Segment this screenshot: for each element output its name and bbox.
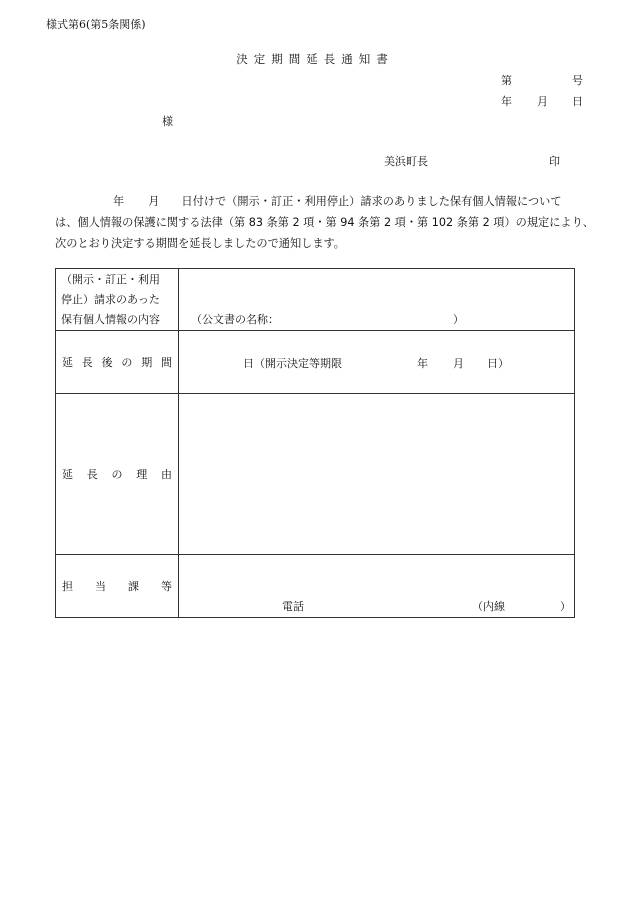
body-text xyxy=(55,191,594,254)
label-char: 等 xyxy=(161,580,172,593)
date-year: 年 xyxy=(501,95,512,108)
period-month: 月 xyxy=(453,357,464,370)
label-char: 後 xyxy=(101,356,113,369)
table-row-department xyxy=(56,555,575,618)
date-month: 月 xyxy=(537,95,548,108)
extension-form-table xyxy=(55,268,575,618)
label-char: 間 xyxy=(160,356,172,369)
body-line-3: 次のとおり決定する期間を延長しましたので通知します。 xyxy=(55,237,345,250)
table-row-content xyxy=(56,269,575,331)
addressee-honorific: 様 xyxy=(162,115,173,128)
value-reason[interactable] xyxy=(179,394,575,555)
period-day-end: 日） xyxy=(487,357,509,370)
value-requested-info[interactable] xyxy=(179,269,575,331)
label-char: 担 xyxy=(62,580,73,593)
label-department xyxy=(56,555,179,618)
body-line-2: は、個人情報の保護に関する法律（第 83 条第 2 項・第 94 条第 2 項・第 102 条第 2 項）の規定により、 xyxy=(55,216,594,229)
label-line-2: 停止）請求のあった xyxy=(61,292,160,306)
value-extended-period[interactable] xyxy=(179,331,575,394)
value-department[interactable] xyxy=(179,555,575,618)
issuer-name: 美浜町長 xyxy=(384,155,428,168)
label-char: 当 xyxy=(95,580,106,593)
label-char: 課 xyxy=(128,580,139,593)
table-row-period xyxy=(56,331,575,394)
label-char: 長 xyxy=(86,468,98,481)
number-suffix: 号 xyxy=(572,74,583,87)
document-name-suffix: ） xyxy=(453,313,464,326)
date-day: 日 xyxy=(572,95,583,108)
period-day-text: 日（開示決定等期限 xyxy=(243,357,342,370)
label-char: の xyxy=(111,468,123,481)
extension-label: （内線 xyxy=(472,600,505,613)
extension-end: ） xyxy=(560,600,571,613)
number-prefix: 第 xyxy=(501,74,512,87)
label-requested-info xyxy=(56,269,179,331)
label-char: の xyxy=(121,356,133,369)
seal-mark: 印 xyxy=(549,155,560,168)
label-char: 期 xyxy=(141,356,153,369)
label-reason xyxy=(56,394,179,555)
table-row-reason xyxy=(56,394,575,555)
body-line-1 xyxy=(55,191,594,212)
phone-label: 電話 xyxy=(282,600,304,613)
period-year: 年 xyxy=(417,357,428,370)
body-month: 月 xyxy=(148,195,160,208)
document-name-prefix: （公文書の名称： xyxy=(191,313,279,326)
label-char: 延 xyxy=(62,356,73,369)
body-year: 年 xyxy=(113,195,125,208)
label-char: 長 xyxy=(81,356,93,369)
label-char: 理 xyxy=(136,468,148,481)
label-line-3: 保有個人情報の内容 xyxy=(61,312,160,326)
label-char: 延 xyxy=(62,468,73,481)
label-extended-period xyxy=(56,331,179,394)
form-number: 様式第6(第5条関係) xyxy=(46,18,146,31)
body-line-1-text: 日付けで（開示・訂正・利用停止）請求のありました保有個人情報について xyxy=(181,195,562,208)
document-title: 決定期間延長通知書 xyxy=(236,52,394,66)
label-char: 由 xyxy=(161,468,172,481)
label-line-1: （開示・訂正・利用 xyxy=(61,272,160,286)
